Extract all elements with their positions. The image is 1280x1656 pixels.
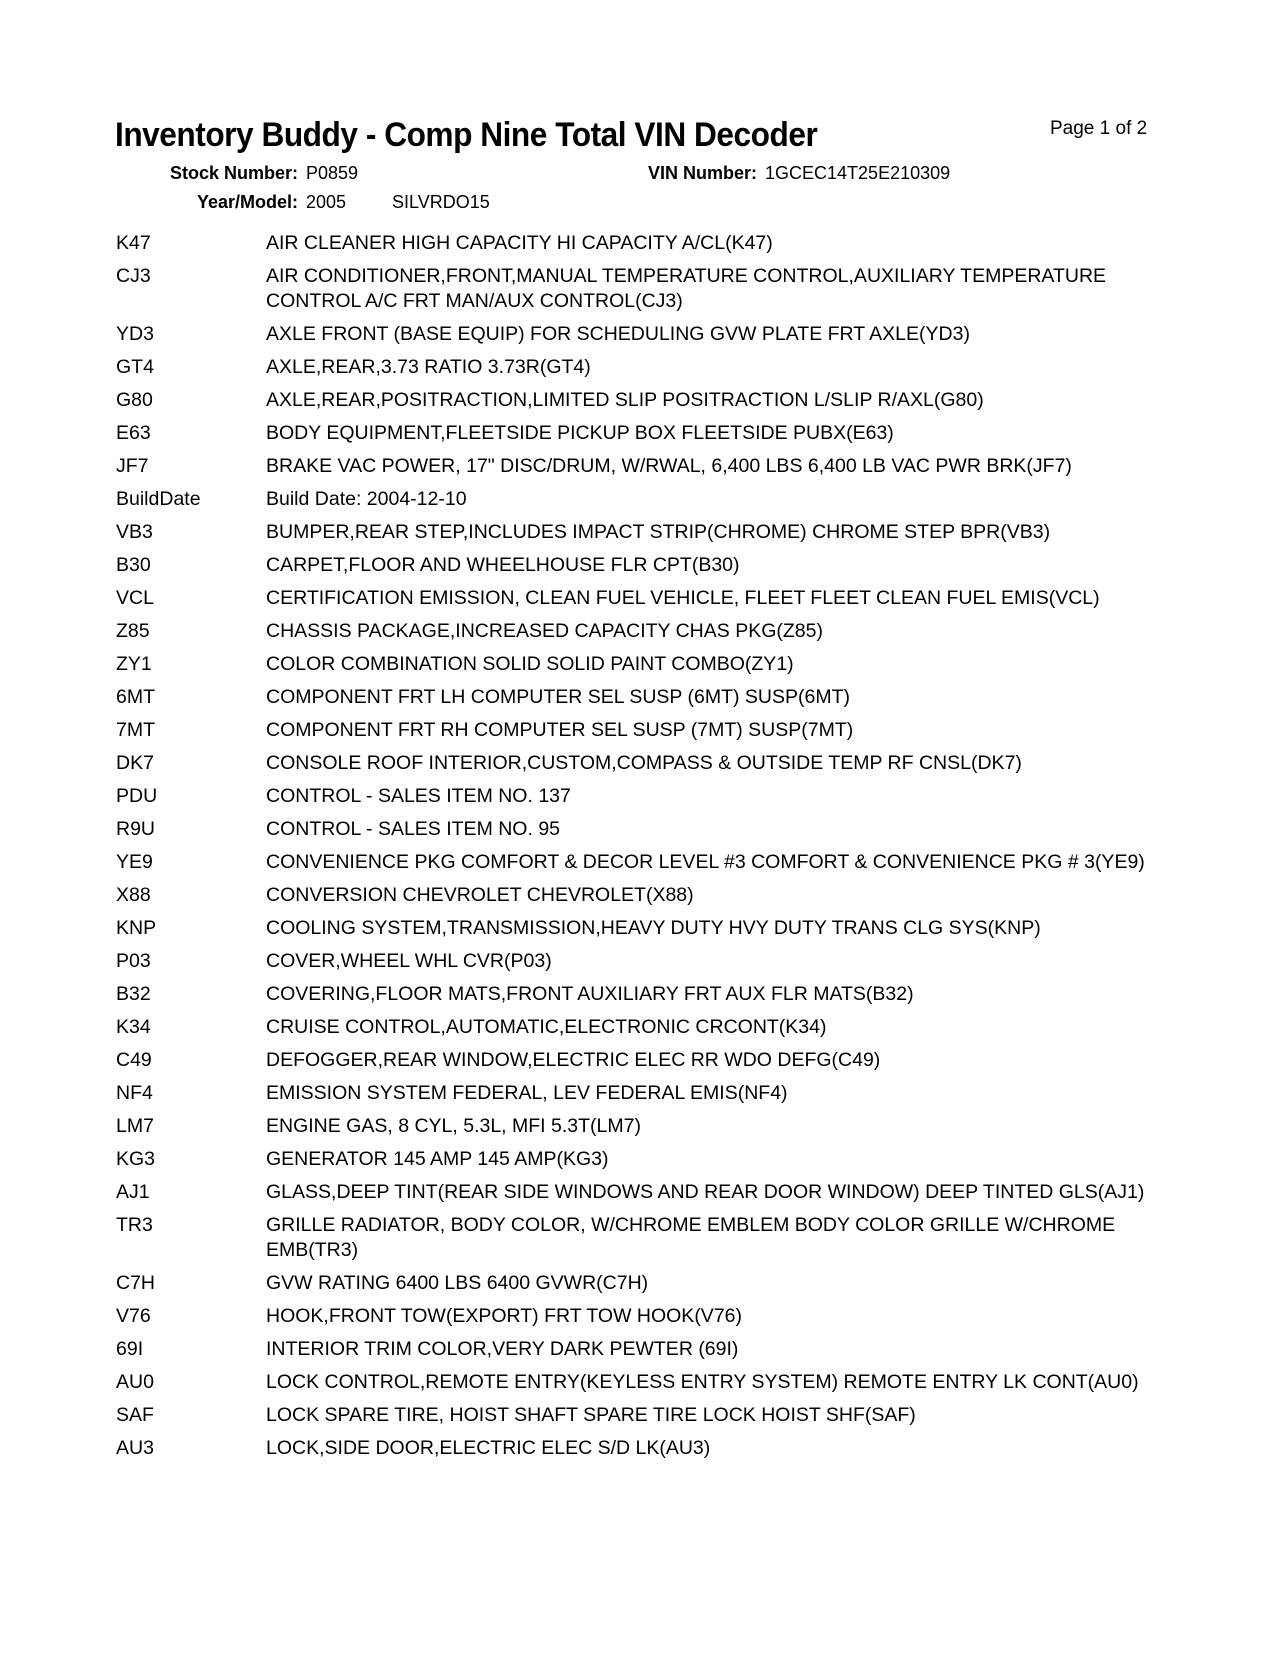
page-number: Page 1 of 2: [1050, 118, 1148, 139]
option-code: P03: [116, 950, 151, 972]
option-description: COOLING SYSTEM,TRANSMISSION,HEAVY DUTY HVY DUTY TRANS CLG SYS(KNP): [266, 917, 1041, 939]
option-code: LM7: [116, 1115, 154, 1137]
stock-number-value: P0859: [306, 163, 359, 183]
option-code: R9U: [116, 818, 156, 840]
option-description: CONTROL - SALES ITEM NO. 137: [266, 785, 571, 807]
option-code: E63: [116, 422, 151, 444]
option-description: LOCK SPARE TIRE, HOIST SHAFT SPARE TIRE LOCK HOIST SHF(SAF): [266, 1404, 916, 1426]
option-list: [116, 231, 1176, 1469]
option-row: [116, 1436, 1176, 1461]
option-code: G80: [116, 389, 153, 411]
option-description: GRILLE RADIATOR, BODY COLOR, W/CHROME EMBLEM BODY COLOR GRILLE W/CHROME EMB(TR3): [266, 1214, 1116, 1261]
option-description: HOOK,FRONT TOW(EXPORT) FRT TOW HOOK(V76): [266, 1305, 742, 1327]
option-code: B30: [116, 554, 151, 576]
option-code: K34: [116, 1016, 151, 1038]
option-row: [116, 916, 1176, 941]
stock-number-field: [155, 163, 358, 184]
year-model-field: [155, 192, 490, 213]
option-code: YD3: [116, 323, 154, 345]
option-row: [116, 388, 1176, 413]
option-row: [116, 850, 1176, 875]
option-description: COLOR COMBINATION SOLID SOLID PAINT COMBO(ZY1): [266, 653, 794, 675]
option-description: GLASS,DEEP TINT(REAR SIDE WINDOWS AND REAR DOOR WINDOW) DEEP TINTED GLS(AJ1): [266, 1181, 1145, 1203]
option-row: [116, 586, 1176, 611]
option-description: CRUISE CONTROL,AUTOMATIC,ELECTRONIC CRCONT(K34): [266, 1016, 827, 1038]
option-code: AU0: [116, 1371, 154, 1393]
option-description: BUMPER,REAR STEP,INCLUDES IMPACT STRIP(CHROME) CHROME STEP BPR(VB3): [266, 521, 1051, 543]
option-row: [116, 454, 1176, 479]
option-code: AJ1: [116, 1181, 150, 1203]
option-description: AXLE,REAR,POSITRACTION,LIMITED SLIP POSITRACTION L/SLIP R/AXL(G80): [266, 389, 984, 411]
option-description: CONVERSION CHEVROLET CHEVROLET(X88): [266, 884, 694, 906]
option-row: [116, 619, 1176, 644]
option-row: [116, 231, 1176, 256]
option-code: TR3: [116, 1214, 153, 1236]
option-row: [116, 949, 1176, 974]
vin-number-value: 1GCEC14T25E210309: [765, 163, 951, 183]
option-code: DK7: [116, 752, 154, 774]
option-row: [116, 421, 1176, 446]
vin-number-field: [648, 163, 950, 184]
option-row: [116, 751, 1176, 776]
option-code: C7H: [116, 1272, 156, 1294]
option-code: CJ3: [116, 265, 151, 287]
option-row: [116, 784, 1176, 809]
option-row: [116, 264, 1176, 314]
option-description: CERTIFICATION EMISSION, CLEAN FUEL VEHICLE, FLEET FLEET CLEAN FUEL EMIS(VCL): [266, 587, 1100, 609]
year-model-label: Year/Model:: [196, 192, 298, 212]
option-code: SAF: [116, 1404, 154, 1426]
option-row: [116, 1180, 1176, 1205]
report-title: Inventory Buddy - Comp Nine Total VIN Decoder: [115, 116, 818, 154]
option-description: AXLE,REAR,3.73 RATIO 3.73R(GT4): [266, 356, 591, 378]
option-code: V76: [116, 1305, 151, 1327]
option-description: LOCK,SIDE DOOR,ELECTRIC ELEC S/D LK(AU3): [266, 1437, 711, 1459]
option-row: [116, 1081, 1176, 1106]
option-row: [116, 652, 1176, 677]
option-description: COVER,WHEEL WHL CVR(P03): [266, 950, 552, 972]
option-description: AIR CONDITIONER,FRONT,MANUAL TEMPERATURE CONTROL,AUXILIARY TEMPERATURE CONTROL A/C FRT MAN/AUX CONTROL(CJ3): [266, 265, 1107, 312]
option-code: YE9: [116, 851, 153, 873]
option-code: 69I: [116, 1338, 144, 1360]
option-description: GENERATOR 145 AMP 145 AMP(KG3): [266, 1148, 609, 1170]
option-row: [116, 553, 1176, 578]
stock-number-label: Stock Number:: [169, 163, 298, 183]
option-code: BuildDate: [116, 488, 201, 510]
option-code: JF7: [116, 455, 149, 477]
option-description: CONVENIENCE PKG COMFORT & DECOR LEVEL #3 COMFORT & CONVENIENCE PKG # 3(YE9): [266, 851, 1145, 873]
option-description: AIR CLEANER HIGH CAPACITY HI CAPACITY A/CL(K47): [266, 232, 773, 254]
option-row: [116, 1048, 1176, 1073]
option-row: [116, 817, 1176, 842]
option-code: ZY1: [116, 653, 152, 675]
option-description: CONSOLE ROOF INTERIOR,CUSTOM,COMPASS & OUTSIDE TEMP RF CNSL(DK7): [266, 752, 1022, 774]
option-description: COMPONENT FRT LH COMPUTER SEL SUSP (6MT) SUSP(6MT): [266, 686, 850, 708]
option-description: LOCK CONTROL,REMOTE ENTRY(KEYLESS ENTRY SYSTEM) REMOTE ENTRY LK CONT(AU0): [266, 1371, 1139, 1393]
option-row: [116, 718, 1176, 743]
option-row: [116, 520, 1176, 545]
option-code: GT4: [116, 356, 154, 378]
option-description: CARPET,FLOOR AND WHEELHOUSE FLR CPT(B30): [266, 554, 740, 576]
option-description: CHASSIS PACKAGE,INCREASED CAPACITY CHAS PKG(Z85): [266, 620, 823, 642]
option-code: VCL: [116, 587, 154, 609]
option-description: ENGINE GAS, 8 CYL, 5.3L, MFI 5.3T(LM7): [266, 1115, 641, 1137]
option-row: [116, 1015, 1176, 1040]
option-row: [116, 1271, 1176, 1296]
option-code: 6MT: [116, 686, 155, 708]
option-row: [116, 322, 1176, 347]
option-description: INTERIOR TRIM COLOR,VERY DARK PEWTER (69I): [266, 1338, 739, 1360]
option-code: K47: [116, 232, 151, 254]
option-code: PDU: [116, 785, 158, 807]
option-code: 7MT: [116, 719, 155, 741]
option-description: GVW RATING 6400 LBS 6400 GVWR(C7H): [266, 1272, 649, 1294]
option-row: [116, 1213, 1176, 1263]
year-value: 2005: [306, 192, 347, 212]
option-row: [116, 982, 1176, 1007]
option-row: [116, 1304, 1176, 1329]
option-code: KNP: [116, 917, 157, 939]
option-description: COVERING,FLOOR MATS,FRONT AUXILIARY FRT AUX FLR MATS(B32): [266, 983, 914, 1005]
vin-number-label: VIN Number:: [648, 163, 758, 183]
option-row: [116, 883, 1176, 908]
option-row: [116, 685, 1176, 710]
option-code: B32: [116, 983, 151, 1005]
option-description: DEFOGGER,REAR WINDOW,ELECTRIC ELEC RR WDO DEFG(C49): [266, 1049, 881, 1071]
option-row: [116, 1114, 1176, 1139]
option-description: AXLE FRONT (BASE EQUIP) FOR SCHEDULING GVW PLATE FRT AXLE(YD3): [266, 323, 970, 345]
option-code: AU3: [116, 1437, 154, 1459]
model-value: SILVRDO15: [392, 192, 490, 212]
option-row: [116, 1403, 1176, 1428]
option-code: X88: [116, 884, 151, 906]
option-code: VB3: [116, 521, 153, 543]
option-description: CONTROL - SALES ITEM NO. 95: [266, 818, 561, 840]
option-description: BODY EQUIPMENT,FLEETSIDE PICKUP BOX FLEETSIDE PUBX(E63): [266, 422, 894, 444]
option-description: Build Date: 2004-12-10: [266, 488, 467, 510]
option-code: C49: [116, 1049, 152, 1071]
option-row: [116, 487, 1176, 512]
option-description: BRAKE VAC POWER, 17" DISC/DRUM, W/RWAL, 6,400 LBS 6,400 LB VAC PWR BRK(JF7): [266, 455, 1072, 477]
option-row: [116, 355, 1176, 380]
option-row: [116, 1370, 1176, 1395]
option-row: [116, 1337, 1176, 1362]
option-description: EMISSION SYSTEM FEDERAL, LEV FEDERAL EMIS(NF4): [266, 1082, 788, 1104]
option-row: [116, 1147, 1176, 1172]
option-description: COMPONENT FRT RH COMPUTER SEL SUSP (7MT) SUSP(7MT): [266, 719, 854, 741]
option-code: Z85: [116, 620, 150, 642]
option-code: NF4: [116, 1082, 153, 1104]
option-code: KG3: [116, 1148, 156, 1170]
